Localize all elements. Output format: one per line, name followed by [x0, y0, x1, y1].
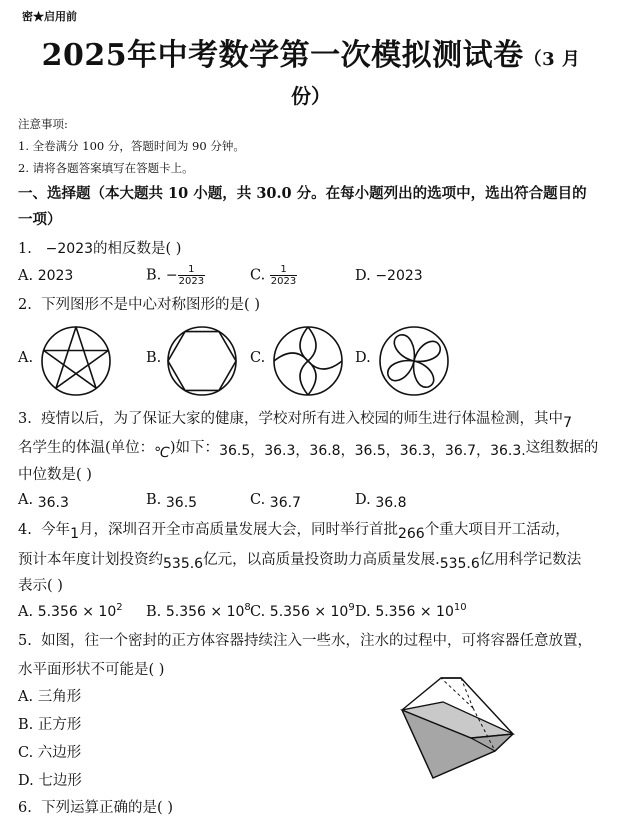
q3-text: 这组数据的 [525, 440, 599, 456]
q2-option-a-letter[interactable]: A. [18, 350, 34, 366]
q3-count: 7 [563, 415, 572, 431]
q1-option-c[interactable] [250, 264, 297, 287]
tilted-cube-with-water-figure [395, 672, 525, 782]
note-item-2: 2. 请将各题答案填写在答题卡上。 [18, 161, 194, 175]
option-value: 5.356 × 10 [375, 603, 454, 620]
q5-option-c[interactable] [18, 741, 81, 762]
minus-sign: − [165, 267, 178, 284]
q4-text: 个重大项目开工活动， [424, 522, 570, 538]
option-exponent: 8 [244, 602, 251, 613]
q3-option-b[interactable] [146, 492, 198, 511]
question-number: 2. [18, 297, 32, 313]
q6-text: 下列运算正确的是( ) [41, 800, 173, 816]
notes-heading: 注意事项: [18, 117, 68, 131]
question-5-line2: 水平面形状不可能是( ) [18, 662, 165, 678]
section-heading: 一、选择题（本大题共 10 小题，共 30.0 分。在每小题列出的选项中，选出符合题目的 [18, 185, 587, 202]
numerator: 1 [178, 264, 205, 276]
q2-option-b-letter[interactable]: B. [146, 350, 162, 366]
four-petals-in-circle-figure [378, 325, 450, 397]
option-letter: D. [355, 603, 371, 620]
q4-text: 亿元，以高质量投资助力高质量发展. [203, 552, 440, 568]
question-number: 5. [18, 633, 32, 649]
option-value: 5.356 × 10 [37, 603, 117, 620]
option-letter: D. [18, 773, 34, 789]
option-letter: A. [18, 492, 34, 508]
option-letter: B. [146, 492, 162, 508]
question-1 [18, 237, 181, 258]
question-6 [18, 796, 173, 817]
q5-text: 如图，往一个密封的正方体容器持续注入一些水，注水的过程中，可将容器任意放置， [41, 633, 593, 649]
q5-option-b[interactable] [18, 713, 81, 734]
exam-title [0, 30, 622, 74]
option-letter: A. [18, 689, 34, 705]
option-letter: C. [250, 267, 266, 284]
question-5-line1 [18, 629, 592, 650]
q4-amount: 535.6 [163, 556, 204, 572]
q4-amount: 535.6 [439, 556, 480, 572]
fraction [270, 264, 297, 287]
q4-text: 月，深圳召开全市高质量发展大会，同时举行首批 [78, 522, 398, 538]
option-exponent: 9 [348, 602, 355, 613]
q1-math: −2023 [45, 241, 94, 257]
option-value: 36.8 [375, 495, 407, 511]
option-letter: A. [18, 603, 34, 620]
q3-data: 36.5，36.3，36.8，36.5，36.3，36.7，36.3. [219, 443, 526, 459]
q4-option-d[interactable] [355, 602, 467, 620]
question-4-line1 [18, 518, 570, 542]
option-value: 5.356 × 10 [165, 603, 245, 620]
option-letter: C. [18, 745, 34, 761]
note-item-1: 1. 全卷满分 100 分，答题时间为 90 分钟。 [18, 139, 245, 153]
option-letter: A. [18, 268, 34, 284]
q4-text: 今年 [41, 522, 71, 538]
question-number: 6. [18, 800, 32, 816]
option-value: 2023 [37, 268, 74, 284]
option-value: −2023 [375, 268, 423, 284]
option-value: 正方形 [37, 717, 82, 733]
question-3-line2 [18, 436, 599, 461]
q5-option-a[interactable] [18, 685, 81, 706]
option-letter: C. [250, 492, 266, 508]
q4-projects: 266 [397, 526, 425, 542]
exam-title-line2: 份） [291, 84, 331, 108]
fraction [178, 264, 205, 287]
four-arcs-in-circle-figure [272, 325, 344, 397]
q1-option-b[interactable] [146, 264, 205, 287]
question-3-line1 [18, 407, 572, 431]
denominator: 2023 [270, 276, 297, 287]
option-letter: C. [250, 603, 266, 620]
q3-unit: ℃ [154, 445, 170, 461]
question-number: 1. [18, 241, 32, 257]
option-letter: B. [146, 603, 162, 620]
q1-option-a[interactable] [18, 268, 73, 284]
denominator: 2023 [178, 276, 205, 287]
hexagon-in-circle-figure [166, 325, 238, 397]
q4-option-a[interactable] [18, 602, 123, 620]
exam-title-main: 2025年中考数学第一次模拟测试卷 [41, 38, 524, 73]
q1-text: 的相反数是( ) [93, 241, 182, 257]
q2-option-d-letter[interactable]: D. [355, 350, 371, 366]
exam-title-suffix: （3 月 [523, 49, 581, 70]
section-heading-cont: 一项） [18, 211, 62, 228]
question-4-line3: 表示( ) [18, 578, 63, 594]
question-2 [18, 293, 260, 314]
q3-option-d[interactable] [355, 492, 407, 511]
q2-option-c-letter[interactable]: C. [250, 350, 266, 366]
option-value: 三角形 [37, 689, 82, 705]
q3-text: 名学生的体温(单位： [18, 440, 155, 456]
option-value: 36.5 [165, 495, 198, 511]
q3-option-a[interactable] [18, 492, 69, 511]
question-3-line3: 中位数是( ) [18, 467, 92, 483]
pentagram-in-circle-figure [40, 325, 112, 397]
q4-option-c[interactable] [250, 602, 355, 620]
option-exponent: 10 [453, 602, 467, 613]
option-value: 七边形 [38, 773, 82, 789]
option-value: 36.7 [269, 495, 301, 511]
q3-option-c[interactable] [250, 492, 301, 511]
q1-option-d[interactable] [355, 268, 423, 284]
option-letter: D. [355, 492, 371, 508]
q4-month: 1 [70, 526, 79, 542]
q5-option-d[interactable] [18, 769, 82, 790]
q4-text: 亿用科学记数法 [479, 552, 582, 568]
question-number: 3. [18, 411, 32, 427]
option-letter: B. [18, 717, 34, 733]
option-value: 六边形 [37, 745, 82, 761]
option-value: 36.3 [37, 495, 69, 511]
secret-tag: 密★启用前 [22, 10, 77, 23]
q2-text: 下列图形不是中心对称图形的是( ) [41, 297, 260, 313]
numerator: 1 [270, 264, 297, 276]
question-number: 4. [18, 522, 32, 538]
option-letter: D. [355, 268, 371, 284]
q3-text: )如下： [169, 440, 220, 456]
option-exponent: 2 [116, 602, 123, 613]
q3-text: 疫情以后，为了保证大家的健康，学校对所有进入校园的师生进行体温检测，其中 [41, 411, 564, 427]
option-letter: B. [146, 267, 162, 284]
option-value: 5.356 × 10 [269, 603, 349, 620]
q4-option-b[interactable] [146, 602, 251, 620]
q4-text: 预计本年度计划投资约 [18, 552, 163, 568]
question-4-line2 [18, 548, 582, 572]
